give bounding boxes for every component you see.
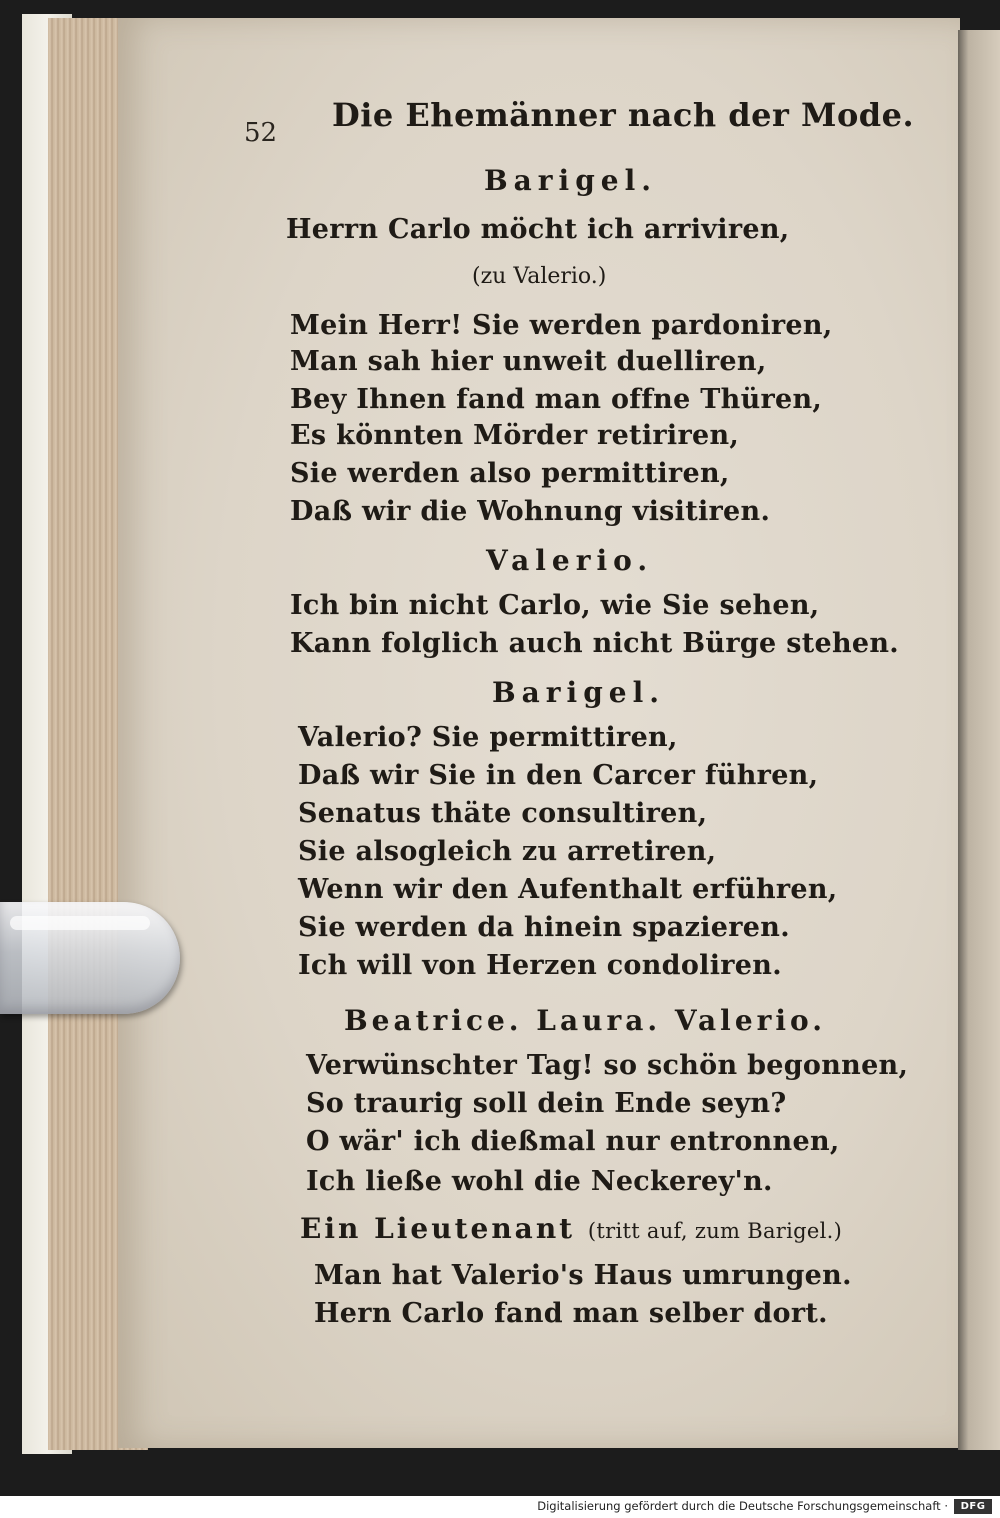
- speaker-heading: [300, 1212, 842, 1245]
- speaker-heading: Barigel.: [484, 164, 657, 197]
- stage-direction: (tritt auf, zum Barigel.): [587, 1219, 843, 1243]
- glass-page-weight: [0, 902, 180, 1014]
- dfg-logo: DFG: [954, 1499, 992, 1514]
- verse-line: Man sah hier unweit duelliren,: [290, 346, 767, 377]
- stage-direction: (zu Valerio.): [472, 264, 607, 289]
- verse-line: Bey Ihnen fand man offne Thüren,: [290, 384, 823, 415]
- verse-line: Daß wir Sie in den Carcer führen,: [298, 760, 819, 791]
- verse-line: Ich will von Herzen condoliren.: [298, 950, 782, 981]
- verse-line: O wär' ich dießmal nur entronnen,: [306, 1126, 840, 1157]
- verse-line: Wenn wir den Aufenthalt erführen,: [298, 874, 838, 905]
- verse-line: Ich bin nicht Carlo, wie Sie sehen,: [290, 590, 820, 621]
- verse-line: Sie werden also permittiren,: [290, 458, 730, 489]
- verse-line: Mein Herr! Sie werden pardoniren,: [290, 310, 833, 341]
- running-head: Die Ehemänner nach der Mode.: [332, 96, 915, 134]
- verse-line: Valerio? Sie permittiren,: [298, 722, 678, 753]
- verse-line: Ich ließe wohl die Neckerey'n.: [306, 1166, 773, 1197]
- verse-line: Sie alsogleich zu arretiren,: [298, 836, 717, 867]
- verse-line: Senatus thäte consultiren,: [298, 798, 708, 829]
- verse-line: Hern Carlo fand man selber dort.: [314, 1298, 828, 1329]
- verse-line: Kann folglich auch nicht Bürge stehen.: [290, 628, 900, 659]
- page-number: 52: [244, 118, 278, 148]
- speaker-heading: Barigel.: [492, 676, 665, 709]
- verse-line: Herrn Carlo möcht ich arriviren,: [286, 214, 790, 245]
- verse-line: Daß wir die Wohnung visitiren.: [290, 496, 771, 527]
- footer-bar: [0, 1496, 1000, 1518]
- verse-line: Verwünschter Tag! so schön begonnen,: [306, 1050, 909, 1081]
- speaker-heading: Valerio.: [486, 544, 654, 577]
- verse-line: Sie werden da hinein spazieren.: [298, 912, 790, 943]
- verse-line: Man hat Valerio's Haus umrungen.: [314, 1260, 852, 1291]
- speaker-heading: Beatrice. Laura. Valerio.: [344, 1004, 826, 1037]
- speaker-name: Ein Lieutenant: [300, 1212, 576, 1245]
- funding-credit: Digitalisierung gefördert durch die Deutsche Forschungsgemeinschaft ·: [537, 1499, 948, 1513]
- verse-line: Es könnten Mörder retiriren,: [290, 420, 740, 451]
- verse-line: So traurig soll dein Ende seyn?: [306, 1088, 787, 1119]
